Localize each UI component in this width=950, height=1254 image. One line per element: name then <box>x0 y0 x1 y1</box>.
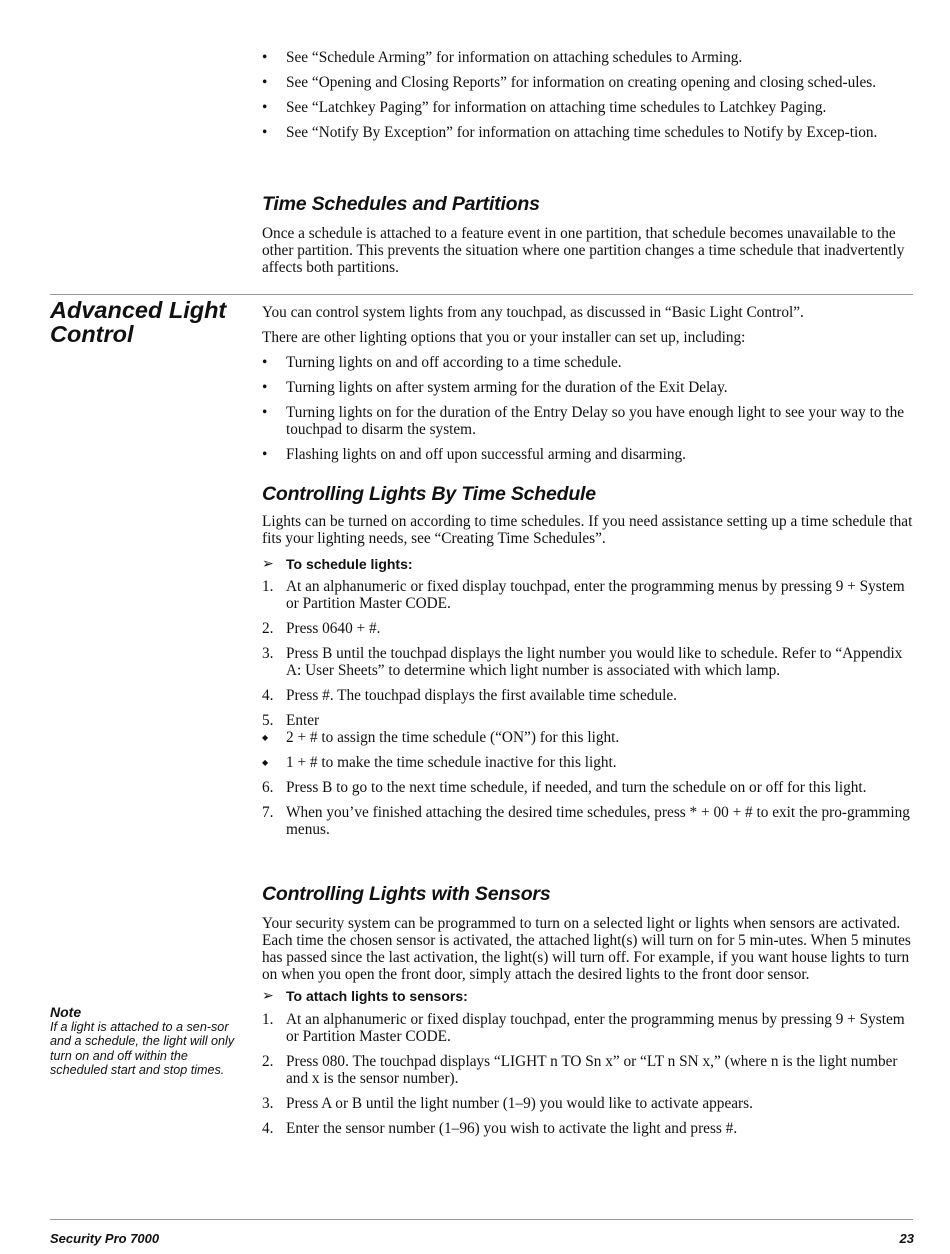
step-text: Press #. The touchpad displays the first available time schedule. <box>286 687 677 704</box>
sensors-heading-block <box>262 883 914 906</box>
list-item: • Flashing lights on and off upon successful arming and disarming. <box>262 446 914 463</box>
schedule-steps-continued <box>262 779 914 838</box>
sensors-body <box>262 915 914 1145</box>
step <box>262 804 914 838</box>
list-item: • See “Notify By Exception” for information on attaching time schedules to Notify by Excep-tion. <box>262 124 914 141</box>
paragraph: Your security system can be programmed to turn on a selected light or lights when sensors are activated. Each time the chosen sensor is activated, the attached light(s) will turn on for 5 min-utes. When 5 minutes has passed since the last activation, the light(s) will turn off. For example, if you want house lights to turn on when you open the front door, simply attach the desired lights to the front door sensor. <box>262 915 911 983</box>
step-number: 3. <box>262 1095 274 1112</box>
step-text: At an alphanumeric or fixed display touchpad, enter the programming menus by pressing 9 + System or Partition Master CODE. <box>286 1011 905 1045</box>
step <box>262 578 914 612</box>
arrow-icon: ➢ <box>262 555 274 571</box>
section-heading: Controlling Lights with Sensors <box>262 883 551 905</box>
list-item: • Turning lights on and off according to a time schedule. <box>262 354 914 371</box>
step-number: 6. <box>262 779 274 796</box>
list-item: ◆ 2 + # to assign the time schedule (“ON”) for this light. <box>262 729 914 746</box>
list-item: • See “Latchkey Paging” for information on attaching time schedules to Latchkey Paging. <box>262 99 914 116</box>
partitions-body-block <box>262 225 914 276</box>
page-number: 23 <box>899 1231 914 1246</box>
step <box>262 712 914 729</box>
procedure-title <box>262 988 914 1005</box>
step <box>262 779 914 796</box>
step-number: 3. <box>262 645 274 662</box>
step <box>262 1011 914 1045</box>
paragraph: There are other lighting options that you or your installer can set up, including: <box>262 329 746 346</box>
step-number: 4. <box>262 1120 274 1137</box>
step-text: Press 0640 + #. <box>286 620 381 637</box>
sensor-steps <box>262 1011 914 1137</box>
procedure-label: To attach lights to sensors: <box>286 988 468 1004</box>
note-title: Note <box>50 1004 82 1020</box>
paragraph: You can control system lights from any touchpad, as discussed in “Basic Light Control”. <box>262 304 804 321</box>
schedule-steps <box>262 578 914 729</box>
step-number: 4. <box>262 687 274 704</box>
top-bullet-list <box>262 49 914 149</box>
step-number: 5. <box>262 712 274 729</box>
section-heading: Time Schedules and Partitions <box>262 193 540 215</box>
step-text: Press A or B until the light number (1–9) you would like to activate appears. <box>286 1095 753 1112</box>
step-number: 7. <box>262 804 274 821</box>
partitions-section <box>262 193 914 216</box>
step-text: Press B to go to the next time schedule, if needed, and turn the schedule on or off for this light. <box>286 779 867 796</box>
side-note <box>50 1005 240 1078</box>
step-number: 2. <box>262 620 274 637</box>
step-number: 1. <box>262 578 274 595</box>
section-heading: Controlling Lights By Time Schedule <box>262 483 596 505</box>
advanced-intro <box>262 304 914 471</box>
time-schedule-body <box>262 513 914 846</box>
time-schedule-heading-block <box>262 483 914 506</box>
list-item: • See “Schedule Arming” for information on attaching schedules to Arming. <box>262 49 914 66</box>
lighting-options-list <box>262 354 914 463</box>
step <box>262 1053 914 1087</box>
step-text: Press 080. The touchpad displays “LIGHT n TO Sn x” or “LT n SN x,” (where n is the light number and x is the sensor number). <box>286 1053 898 1087</box>
step <box>262 1120 914 1137</box>
footer-divider <box>50 1219 913 1220</box>
list-item: • Turning lights on after system arming for the duration of the Exit Delay. <box>262 379 914 396</box>
list-item: ◆ 1 + # to make the time schedule inactive for this light. <box>262 754 914 771</box>
arrow-icon: ➢ <box>262 987 274 1003</box>
side-heading: Advanced Light Control <box>50 297 227 347</box>
step-text: Press B until the touchpad displays the light number you would like to schedule. Refer to “Appendix A: User Sheets” to determine which light number is associated with which lamp. <box>286 645 903 679</box>
step-text: Enter <box>286 712 320 729</box>
footer-product: Security Pro 7000 <box>50 1231 160 1246</box>
note-text: If a light is attached to a sen-sor and a schedule, the light will only turn on and off within the scheduled start and stop times. <box>50 1019 235 1078</box>
list-item: • See “Opening and Closing Reports” for information on creating opening and closing sched-ules. <box>262 74 914 91</box>
schedule-sub-options <box>262 729 914 771</box>
step-number: 1. <box>262 1011 274 1028</box>
step <box>262 1095 914 1112</box>
section-divider <box>50 294 913 295</box>
paragraph: Lights can be turned on according to time schedules. If you need assistance setting up a time schedule that fits your lighting needs, see “Creating Time Schedules”. <box>262 513 913 547</box>
paragraph: Once a schedule is attached to a feature event in one partition, that schedule becomes unavailable to the other partition. This prevents the situation where one partition changes a time schedule that inadvertently affects both partitions. <box>262 225 905 276</box>
step-text: When you’ve finished attaching the desired time schedules, press * + 00 + # to exit the pro-gramming menus. <box>286 804 910 838</box>
list-item: • Turning lights on for the duration of the Entry Delay so you have enough light to see your way to the touchpad to disarm the system. <box>262 404 914 438</box>
procedure-title <box>262 556 914 573</box>
step <box>262 645 914 679</box>
step-text: Enter the sensor number (1–96) you wish to activate the light and press #. <box>286 1120 738 1137</box>
step-number: 2. <box>262 1053 274 1070</box>
procedure-label: To schedule lights: <box>286 556 413 572</box>
step <box>262 620 914 637</box>
step-text: At an alphanumeric or fixed display touchpad, enter the programming menus by pressing 9 + System or Partition Master CODE. <box>286 578 905 612</box>
step <box>262 687 914 704</box>
